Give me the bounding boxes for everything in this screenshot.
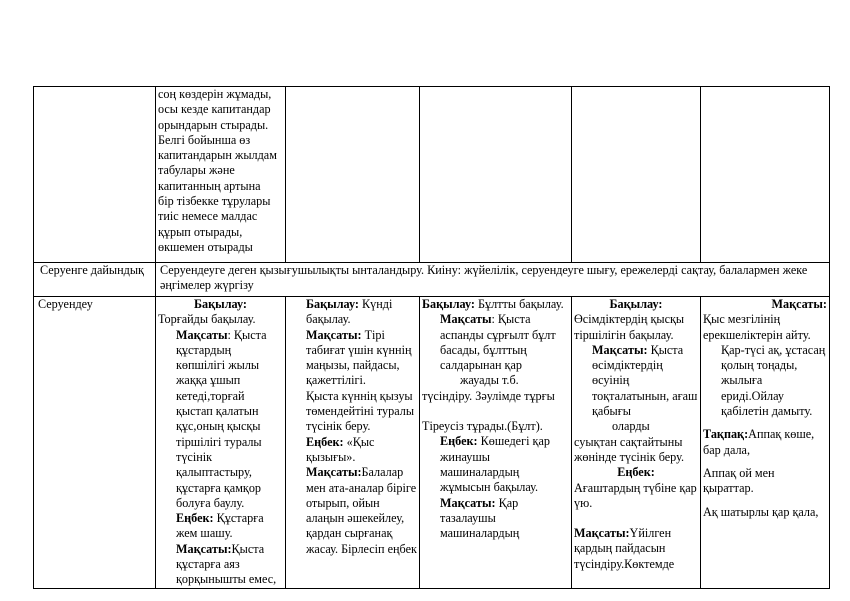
walk-cell-monday [156, 297, 286, 589]
poem-line-2: Аппақ ой мен қыраттар. [703, 465, 775, 496]
labor-label: Еңбек: [176, 511, 214, 526]
goal2-continued: қардан сырғанақ жасау. Бірлесіп еңбек [306, 526, 417, 556]
poem-label: Тақпақ: [703, 427, 749, 442]
walk-prep-label: Серуенге дайындық [34, 263, 156, 297]
observation-heading: Бақылау: [422, 297, 475, 311]
goal-continued: құс,оның қысқы тіршілігі туралы түсінік қалыптастыру, құстарға қамқор болуға баулу. [176, 419, 262, 510]
goal-continued-2: суықтан сақтайтыны жөнінде түсінік беру. [574, 434, 684, 464]
observation-heading: Бақылау: [194, 297, 247, 311]
text-line: капитанның артына [158, 178, 261, 193]
labor-text: Ағаштардың түбіне қар үю. [574, 480, 697, 510]
walk-cell-wednesday [420, 297, 572, 589]
schedule-table [33, 86, 830, 589]
poem-paragraph [703, 427, 827, 458]
goal-continued: Қыста күннің қызуы төмендейтіні туралы түсінік беру. [306, 388, 415, 434]
observation-text: Өсімдіктердің қысқы тіршілігін бақылау. [574, 312, 685, 342]
text-line: табулары және [158, 163, 235, 178]
walk-cell-tuesday [286, 297, 420, 589]
observation-text: Бұлтты бақылау. [475, 297, 564, 311]
goal-label: Мақсаты [440, 312, 492, 327]
goal-text: : Қыста аспанды сұрғылт бұлт басады, бұлттың салдарынан қар [440, 312, 556, 373]
riddle-intro: түсіндіру. Зәулімде тұрғы [422, 388, 555, 403]
table-row [34, 263, 830, 297]
observation-heading: Бақылау: [609, 297, 663, 311]
text-line: өкшемен отырады [158, 239, 253, 254]
goal2-label: Мақсаты: [176, 541, 232, 556]
goal-paragraph [574, 343, 698, 419]
goal2-paragraph [574, 526, 698, 572]
text-line: Белгі бойынша өз [158, 132, 251, 147]
labor-label: Еңбек: [306, 434, 344, 449]
observation-paragraph [288, 297, 417, 328]
empty-cell [34, 87, 156, 263]
riddle-answer: Тіреусіз тұрады.(Бұлт). [422, 419, 543, 434]
table-row [34, 87, 830, 263]
text-line: орындарын стырады. [158, 117, 269, 132]
goal-label: Мақсаты [176, 327, 228, 342]
goal-text: Қыс мезгілінің ерекшеліктерін айту. [703, 312, 811, 342]
goal-label: Мақсаты: [592, 342, 648, 357]
goal-paragraph [422, 312, 569, 373]
goal-paragraph [158, 328, 283, 420]
goal-text: : Қыста құстардың көпшілігі жылы жаққа ұшып кетеді,торғай қыстап қалатын [176, 327, 267, 419]
goal2-paragraph [288, 465, 417, 526]
observation-text: Торғайды бақылау. [158, 312, 256, 327]
observation-heading: Бақылау: [306, 297, 359, 311]
goal-continued: жауады т.б. [460, 373, 519, 388]
table-row [34, 297, 830, 589]
poem-line-1: Аппақ көше, бар дала, [703, 427, 815, 457]
goal2-paragraph [422, 496, 569, 542]
labor-label: Еңбек: [617, 465, 655, 480]
labor-paragraph [158, 511, 283, 542]
observation-text: Күнді бақылау. [306, 297, 393, 327]
goal-text: Тірі табиғат үшін күннің маңызы, пайдасы, қажеттілігі. [306, 327, 412, 388]
goal2-text: Қыста құстарға аяз қорқынышты емес, [176, 541, 277, 587]
goal-label: Мақсаты: [306, 327, 362, 342]
labor-paragraph [422, 434, 569, 495]
goal2-label: Мақсаты: [440, 495, 496, 510]
text-line: бір тізбекке тұрулары [158, 194, 271, 209]
labor-text: «Қыс қызығы». [306, 434, 375, 464]
text-line: тиіс немесе малдас [158, 209, 258, 224]
goal-text: Қыста өсімдіктердің өсуінің тоқталатынын, ағаш қабығы [592, 342, 698, 419]
empty-cell [286, 87, 420, 263]
text-line: капитандарын жылдам [158, 148, 277, 163]
walk-cell-friday [701, 297, 830, 589]
goal-paragraph [288, 328, 417, 389]
goal2-label: Мақсаты: [306, 465, 362, 480]
goal2-paragraph [158, 542, 283, 588]
walk-cell-thursday [572, 297, 701, 589]
poem-line-3: Ақ шатырлы қар қала, [703, 504, 819, 519]
empty-cell [572, 87, 701, 263]
labor-text: Құстарға жем шашу. [176, 511, 264, 541]
text-line: құрып отырады, [158, 224, 243, 239]
empty-cell [420, 87, 572, 263]
goal2-text: Үйілген қардың пайдасын түсіндіру.Көктемде [574, 526, 675, 571]
labor-paragraph [288, 435, 417, 466]
goal-continued: оларды [612, 419, 650, 434]
text-line: осы кезде капитандар [158, 102, 271, 117]
labor-text: Көшедегі қар жинаушы машиналардың жұмысын бақылау. [440, 434, 550, 495]
observation-paragraph [422, 297, 569, 312]
goal2-text: Қар тазалаушы машиналардың [440, 495, 520, 541]
walk-label: Серуендеу [34, 297, 156, 589]
empty-cell [701, 87, 830, 263]
goal2-text: Балалар мен ата-аналар біріге отырып, ойын алаңын әшекейлеу, [306, 465, 417, 526]
snow-description: Қар-түсі ақ, ұстасаң қолың тоңады, жылыға ериді.Ойлау қабілетін дамыту. [721, 342, 826, 419]
labor-label: Еңбек: [440, 434, 478, 449]
goal2-label: Мақсаты: [574, 526, 630, 541]
walk-prep-text: Серуендеуге деген қызығушылықты ынталандыру. Киіну: жүйелілік, серуендеуге шығу, ережелерді сақтау, балалармен жеке әңгімелер жүргізу [156, 263, 830, 297]
game-description-cell [156, 87, 286, 263]
goal-label: Мақсаты: [771, 297, 827, 311]
text-line: соң көздерін жұмады, [158, 87, 272, 101]
